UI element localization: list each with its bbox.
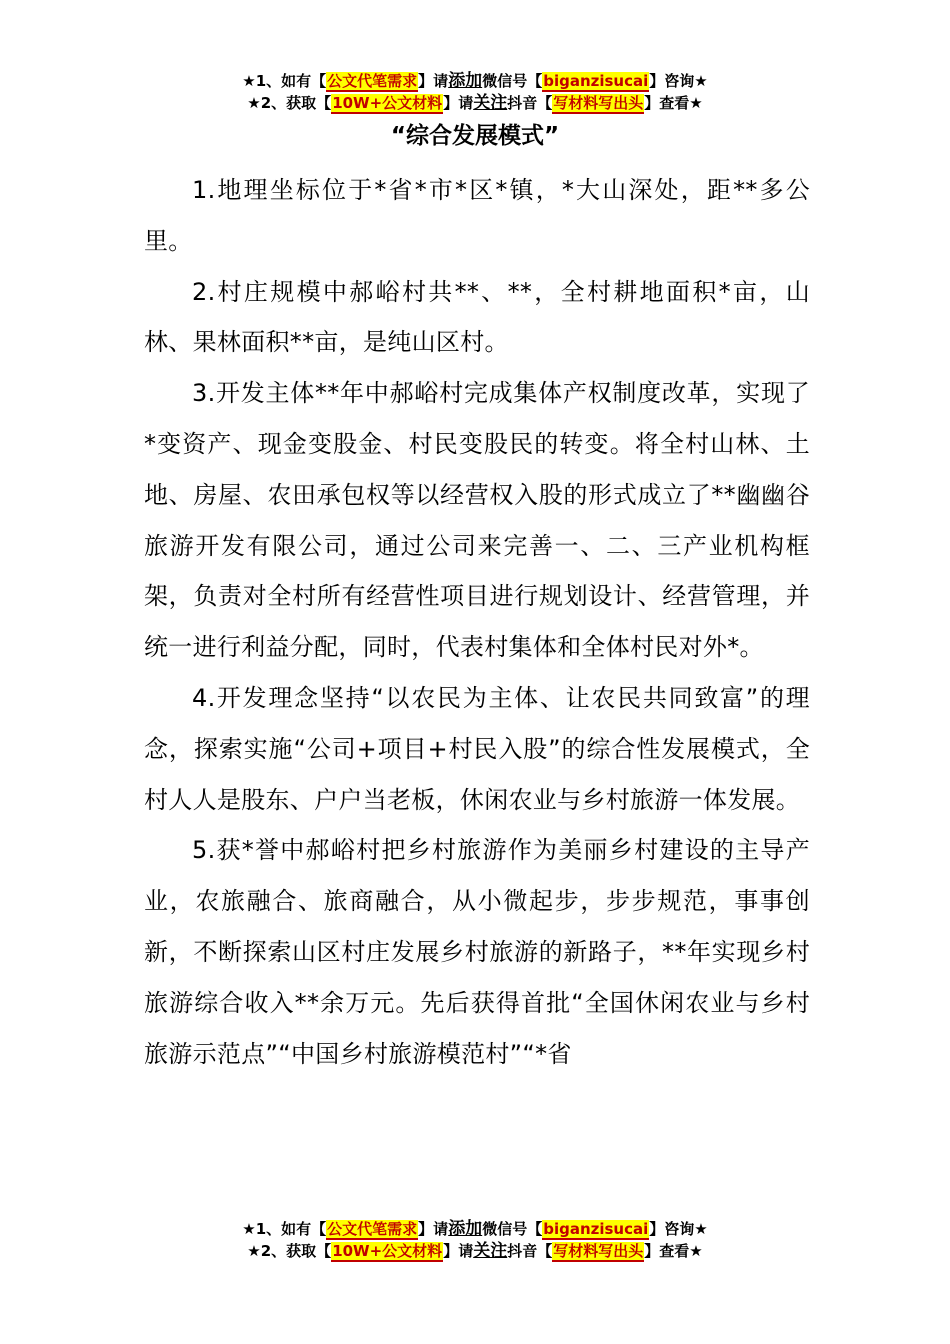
promo-highlight-douyin: 写材料写出头: [553, 94, 644, 112]
promo-line-2: [0, 92, 950, 114]
promo-text: 】咨询★: [649, 72, 708, 90]
promo-emphasis: 添加: [448, 71, 483, 91]
promo-text: 抖音【: [507, 1242, 553, 1260]
promo-text: 微信号【: [482, 72, 543, 90]
promo-text: 】请: [443, 94, 474, 112]
promo-text: ★2、获取【: [247, 94, 332, 112]
promo-highlight-douyin: 写材料写出头: [553, 1242, 644, 1260]
promo-highlight-wechat: biganzisucai: [543, 1220, 649, 1238]
promo-highlight: 10W+公文材料: [332, 94, 443, 112]
promo-text: ★2、获取【: [247, 1242, 332, 1260]
promo-emphasis: 添加: [448, 1219, 483, 1239]
promo-emphasis: 关注: [473, 93, 508, 113]
paragraph-developer: 3.开发主体**年中郝峪村完成集体产权制度改革，实现了*变资产、现金变股金、村民变股民的转变。将全村山林、土地、房屋、农田承包权等以经营权入股的形式成立了**幽幽谷旅游开发有限公司，通过公司来完善一、二、三产业机构框架，负责对全村所有经营性项目进行规划设计、经营管理，并统一进行利益分配，同时，代表村集体和全体村民对外*。: [144, 379, 810, 662]
footer-promo-banner: [0, 1218, 950, 1262]
promo-text: 】请: [418, 72, 449, 90]
promo-line-1: [0, 1218, 950, 1240]
paragraph-honors: 5.获*誉中郝峪村把乡村旅游作为美丽乡村建设的主导产业，农旅融合、旅商融合，从小微起步，步步规范，事事创新，不断探索山区村庄发展乡村旅游的新路子，**年实现乡村旅游综合收入**余万元。先后获得首批“全国休闲农业与乡村旅游示范点”“中国乡村旅游模范村”“*省: [144, 836, 810, 1068]
promo-text: 】请: [443, 1242, 474, 1260]
promo-emphasis: 关注: [473, 1241, 508, 1261]
paragraph-scale: 2.村庄规模中郝峪村共**、**，全村耕地面积*亩，山林、果林面积**亩，是纯山区村。: [144, 277, 810, 357]
promo-text: ★1、如有【: [242, 1220, 327, 1238]
promo-text: 】咨询★: [649, 1220, 708, 1238]
document-title: “综合发展模式”: [390, 123, 560, 149]
document-body: [144, 165, 810, 1079]
paragraph-concept: 4.开发理念坚持“以农民为主体、让农民共同致富”的理念，探索实施“公司+项目+村民入股”的综合性发展模式，全村人人是股东、户户当老板，休闲农业与乡村旅游一体发展。: [144, 683, 810, 814]
promo-text: 微信号【: [482, 1220, 543, 1238]
promo-highlight: 公文代笔需求: [327, 72, 418, 90]
promo-text: 】查看★: [644, 94, 703, 112]
promo-highlight: 公文代笔需求: [327, 1220, 418, 1238]
promo-text: 抖音【: [507, 94, 553, 112]
promo-line-1: [0, 70, 950, 92]
promo-text: ★1、如有【: [242, 72, 327, 90]
header-promo-banner: [0, 70, 950, 114]
paragraph-location: 1.地理坐标位于*省*市*区*镇，*大山深处，距**多公里。: [144, 176, 810, 255]
promo-highlight: 10W+公文材料: [332, 1242, 443, 1260]
promo-text: 】查看★: [644, 1242, 703, 1260]
promo-line-2: [0, 1240, 950, 1262]
promo-highlight-wechat: biganzisucai: [543, 72, 649, 90]
promo-text: 】请: [418, 1220, 449, 1238]
